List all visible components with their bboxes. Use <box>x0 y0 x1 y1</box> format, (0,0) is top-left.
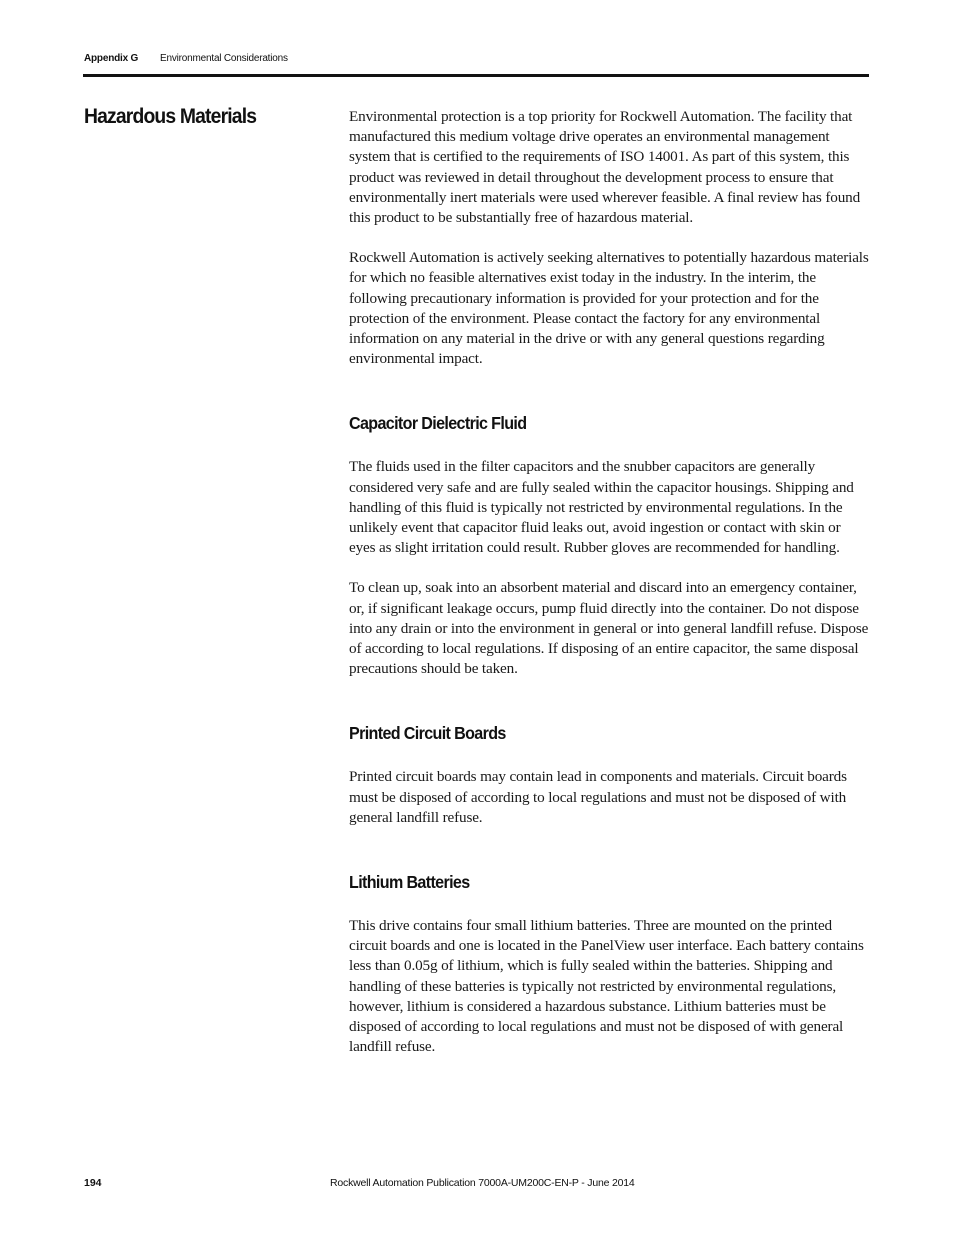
header-rule <box>83 74 869 77</box>
page-number: 194 <box>84 1177 102 1189</box>
intro-paragraph: Environmental protection is a top priority for Rockwell Automation. The facility that manufactured this medium voltage drive operates an environmental management system that is certified to the requirements of ISO 14001. As part of this system, this product was reviewed in detail throughout the development process to ensure that environmentally inert materials were used wherever feasible. A final review has found this product to be substantially free of hazardous material. <box>349 108 861 227</box>
subsection-heading-circuit-boards: Printed Circuit Boards <box>349 723 506 744</box>
capacitor-paragraph: The fluids used in the filter capacitors and the snubber capacitors are generally considered very safe and are fully sealed within the capacitor housings. Shipping and handling of this fluid is typically not restricted by environmental regulations. In the unlikely event that capacitor fluid leaks out, avoid ingestion or contact with skin or eyes as slight irritation could result. Rubber gloves are recommended for handling. <box>349 458 854 557</box>
publication-info: Rockwell Automation Publication 7000A-UM200C-EN-P - June 2014 <box>330 1177 635 1189</box>
circuit-boards-paragraph: Printed circuit boards may contain lead in components and materials. Circuit boards must be disposed of according to local regulations and must not be disposed of with general landfill refuse. <box>349 768 847 826</box>
intro-paragraph: Rockwell Automation is actively seeking alternatives to potentially hazardous materials for which no feasible alternatives exist today in the industry. In the interim, the following precautionary information is provided for your protection and for the protection of the environment. Please contact the factory for any environmental information on any material in the drive or with any general questions regarding environmental impact. <box>349 249 869 368</box>
section-title: Hazardous Materials <box>84 105 257 128</box>
subsection-heading-capacitor: Capacitor Dielectric Fluid <box>349 413 527 434</box>
appendix-label: Appendix G <box>84 53 139 64</box>
capacitor-paragraph: To clean up, soak into an absorbent material and discard into an emergency container, or, if significant leakage occurs, pump fluid directly into the container. Do not dispose into any drain or into the environment in general or into general landfill refuse. Dispose of according to local regulations. If disposing of an entire capacitor, the same disposal precautions should be taken. <box>349 579 869 678</box>
chapter-title: Environmental Considerations <box>160 53 288 64</box>
lithium-paragraph: This drive contains four small lithium batteries. Three are mounted on the printed circuit boards and one is located in the PanelView user interface. Each battery contains less than 0.05g of lithium, which is fully sealed within the batteries. Shipping and handling of these batteries is typically not restricted by environmental regulations, however, lithium is considered a hazardous substance. Lithium batteries must be disposed of according to local regulations and must not be disposed of with general landfill refuse. <box>349 917 864 1056</box>
subsection-heading-lithium: Lithium Batteries <box>349 872 470 893</box>
running-header <box>84 53 288 64</box>
content-body <box>349 107 869 1078</box>
